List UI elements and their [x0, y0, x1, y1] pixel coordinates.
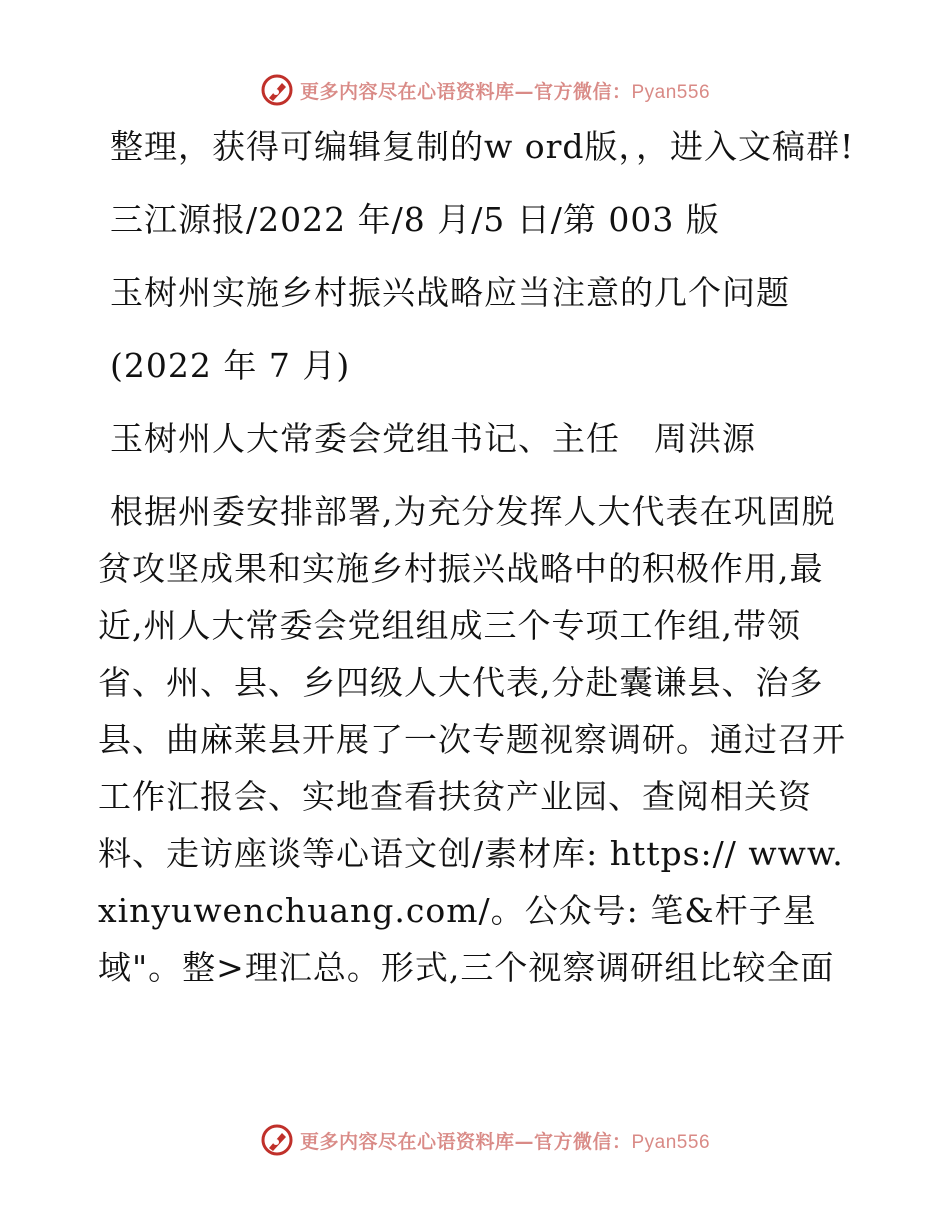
watermark-handle-bottom: Pyan556 — [631, 1131, 711, 1153]
pen-logo-icon — [260, 73, 294, 107]
intro-paragraph: 整理，获得可编辑复制的w ord版，，进入文稿群! — [110, 127, 855, 166]
pen-logo-icon — [260, 1123, 294, 1157]
article-title: 玉树州实施乡村振兴战略应当注意的几个问题 — [110, 273, 790, 312]
article-date: (2022 年 7 月) — [110, 346, 351, 385]
watermark-handle: Pyan556 — [631, 81, 711, 103]
watermark-label: 更多内容尽在心语资料库—官方微信： — [299, 80, 632, 103]
watermark-text — [300, 77, 710, 104]
header-watermark — [0, 70, 950, 110]
watermark-label-bottom: 更多内容尽在心语资料库—官方微信： — [299, 1130, 632, 1153]
body-paragraph: 根据州委安排部署,为充分发挥人大代表在巩固脱贫攻坚成果和实施乡村振兴战略中的积极作用,最近,州人大常委会党组组成三个专项工作组,带领省、州、县、乡四级人大代表,分赴囊谦县、治多县、曲麻莱县开展了一次专题视察调研。通过召开工作汇报会、实地查看扶贫产业园、查阅相关资料、走访座谈等心语文创/素材库: https:// www.xinyuwenchuang.com/。公众号: 笔&杆子星域"。整>理汇总。形式,三个视察调研组比较全面 — [98, 492, 846, 987]
document-content — [98, 118, 858, 996]
watermark-text-bottom — [300, 1127, 710, 1154]
watermark-inner-bottom — [260, 1123, 710, 1157]
watermark-inner — [260, 73, 710, 107]
footer-watermark — [0, 1120, 950, 1160]
source-line: 三江源报/2022 年/8 月/5 日/第 003 版 — [110, 200, 720, 239]
article-author: 玉树州人大常委会党组书记、主任 周洪源 — [110, 419, 756, 458]
